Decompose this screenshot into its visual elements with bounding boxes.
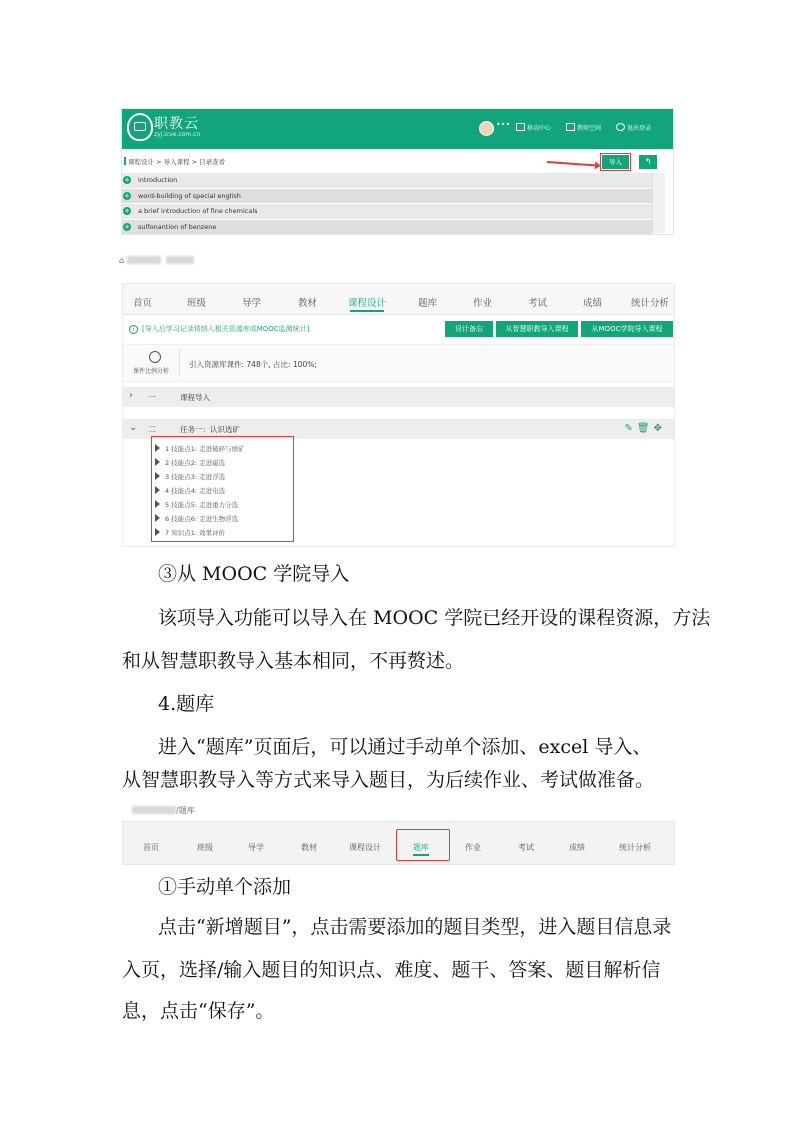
highlight-box [396, 829, 450, 861]
list-item[interactable]: 4 技能点4: 走进电选 [155, 484, 295, 498]
paragraph: 息，点击“保存”。 [122, 1000, 275, 1022]
tab-grades[interactable]: 成绩 [569, 843, 585, 852]
home-icon [566, 123, 575, 131]
highlight-box [151, 436, 294, 542]
breadcrumb-question-bank: /题库 [132, 805, 195, 816]
list-item[interactable]: 7 知识点1: 效果评价 [155, 526, 295, 540]
courseware-stats [123, 344, 674, 382]
nav-mobile-center[interactable]: 移动中心 [516, 123, 551, 132]
paragraph: ③从 MOOC 学院导入 [158, 563, 350, 585]
tab-question-bank[interactable]: 题库 [418, 298, 438, 309]
breadcrumb-course [119, 256, 194, 265]
tab-class[interactable]: 班级 [197, 843, 213, 852]
more-icon[interactable]: ••• [496, 120, 511, 129]
brand-url: zyj.icve.com.cn [154, 131, 201, 138]
tab-grades[interactable]: 成绩 [583, 298, 603, 309]
blurred-text [132, 806, 176, 814]
course-tabs [123, 284, 674, 315]
chevron-down-icon[interactable]: ⌄ [129, 422, 138, 433]
back-button[interactable]: ↰ [639, 155, 657, 169]
tab-guide[interactable]: 导学 [248, 843, 264, 852]
tab-exam[interactable]: 考试 [518, 843, 534, 852]
clock-icon [149, 351, 161, 363]
section-actions-icon[interactable]: ✎🗑✥ [624, 423, 666, 434]
paragraph: 点击“新增题目”，点击需要添加的题目类型，进入题目信息录 [158, 916, 672, 938]
tab-homework[interactable]: 作业 [473, 298, 493, 309]
tab-home[interactable]: 首页 [143, 843, 159, 852]
import-button[interactable]: 导入 [602, 155, 629, 169]
screenshot-course-design [122, 283, 675, 547]
list-item[interactable]: + introduction [122, 173, 652, 189]
info-text: i [导入后学习记录将纳入相关资源库或MOOC监测统计] [129, 324, 309, 334]
stat-label[interactable]: 课件比例分析 [132, 368, 169, 375]
tab-statistics[interactable]: 统计分析 [631, 298, 670, 309]
paragraph: 和从智慧职教导入基本相同，不再赘述。 [122, 650, 465, 672]
section-title: 任务一：认识选矿 [180, 425, 240, 434]
list-item[interactable]: + sulfonantion of benzene [122, 220, 652, 236]
tab-home[interactable]: 首页 [133, 298, 153, 309]
plus-icon[interactable]: + [124, 207, 130, 215]
blurred-text [127, 256, 161, 264]
scrollbar[interactable] [652, 173, 665, 233]
logo-icon [127, 113, 153, 141]
chevron-right-icon[interactable]: › [129, 390, 133, 401]
nav-teacher-space[interactable]: 教师空间 [566, 123, 601, 132]
avatar[interactable] [479, 121, 494, 136]
tab-question-bank[interactable]: 题库 [413, 843, 429, 852]
divider [179, 349, 180, 377]
power-icon [616, 123, 625, 131]
section-row[interactable] [123, 387, 674, 407]
paragraph: 4.题库 [158, 693, 215, 715]
list-item[interactable]: 2 技能点2: 走进磁选 [155, 456, 295, 470]
paragraph: ①手动单个添加 [158, 876, 292, 898]
section-number: 二 [148, 425, 156, 434]
nav-logout[interactable]: 退出登录 [616, 123, 651, 132]
stat-text: 引入资源库课件: 748个, 占比: 100%; [189, 360, 317, 369]
plus-icon[interactable]: + [124, 222, 130, 231]
top-bar [122, 109, 673, 149]
mobile-icon [516, 123, 525, 131]
tab-class[interactable]: 班级 [187, 298, 207, 309]
screenshot-course-import [121, 108, 674, 235]
list-item[interactable]: + word-building of special english [122, 189, 652, 205]
plus-icon[interactable]: + [124, 176, 130, 184]
chapter-list [122, 173, 652, 235]
info-icon: i [129, 325, 138, 334]
paragraph: 进入“题库”页面后，可以通过手动单个添加、excel 导入、 [158, 736, 652, 758]
tab-guide[interactable]: 导学 [242, 298, 262, 309]
screenshot-question-bank-tabs [122, 821, 675, 865]
import-from-mooc-button[interactable]: 从MOOC学院导入课程 [581, 321, 673, 337]
breadcrumb: 课程设计 > 导入课程 > 目录查看 [128, 158, 226, 166]
tab-course-design[interactable]: 课程设计 [349, 843, 381, 852]
tab-exam[interactable]: 考试 [528, 298, 548, 309]
section-title: 课程导入 [180, 393, 210, 402]
tab-course-design[interactable]: 课程设计 [348, 295, 386, 309]
import-from-icve-button[interactable]: 从智慧职教导入课程 [496, 321, 578, 337]
paragraph: 入页，选择/输入题目的知识点、难度、题干、答案、题目解析信 [122, 959, 661, 981]
section-number: 一 [148, 393, 156, 402]
tab-homework[interactable]: 作业 [465, 843, 481, 852]
list-item[interactable]: 1 技能点1: 走进破碎与磨矿 [155, 442, 295, 456]
paragraph: 从智慧职教导入等方式来导入题目，为后续作业、考试做准备。 [122, 769, 655, 791]
plus-icon[interactable]: + [124, 191, 130, 200]
paragraph: 该项导入功能可以导入在 MOOC 学院已经开设的课程资源，方法 [158, 607, 711, 629]
list-item[interactable]: + a brief introduction of fine chemicals [122, 204, 652, 220]
brand-name: 职教云 [154, 116, 199, 132]
list-item[interactable]: 5 技能点5: 走进重力分选 [155, 498, 295, 512]
blurred-text [166, 256, 194, 264]
home-icon[interactable]: ⌂ [119, 256, 125, 265]
tab-textbook[interactable]: 教材 [301, 843, 317, 852]
design-memo-button[interactable]: 设计备忘 [445, 321, 493, 337]
tab-textbook[interactable]: 教材 [298, 298, 318, 309]
list-item[interactable]: 3 技能点3: 走进浮选 [155, 470, 295, 484]
tab-statistics[interactable]: 统计分析 [619, 843, 651, 852]
list-item[interactable]: 6 技能点6: 走进生物浮选 [155, 512, 295, 526]
